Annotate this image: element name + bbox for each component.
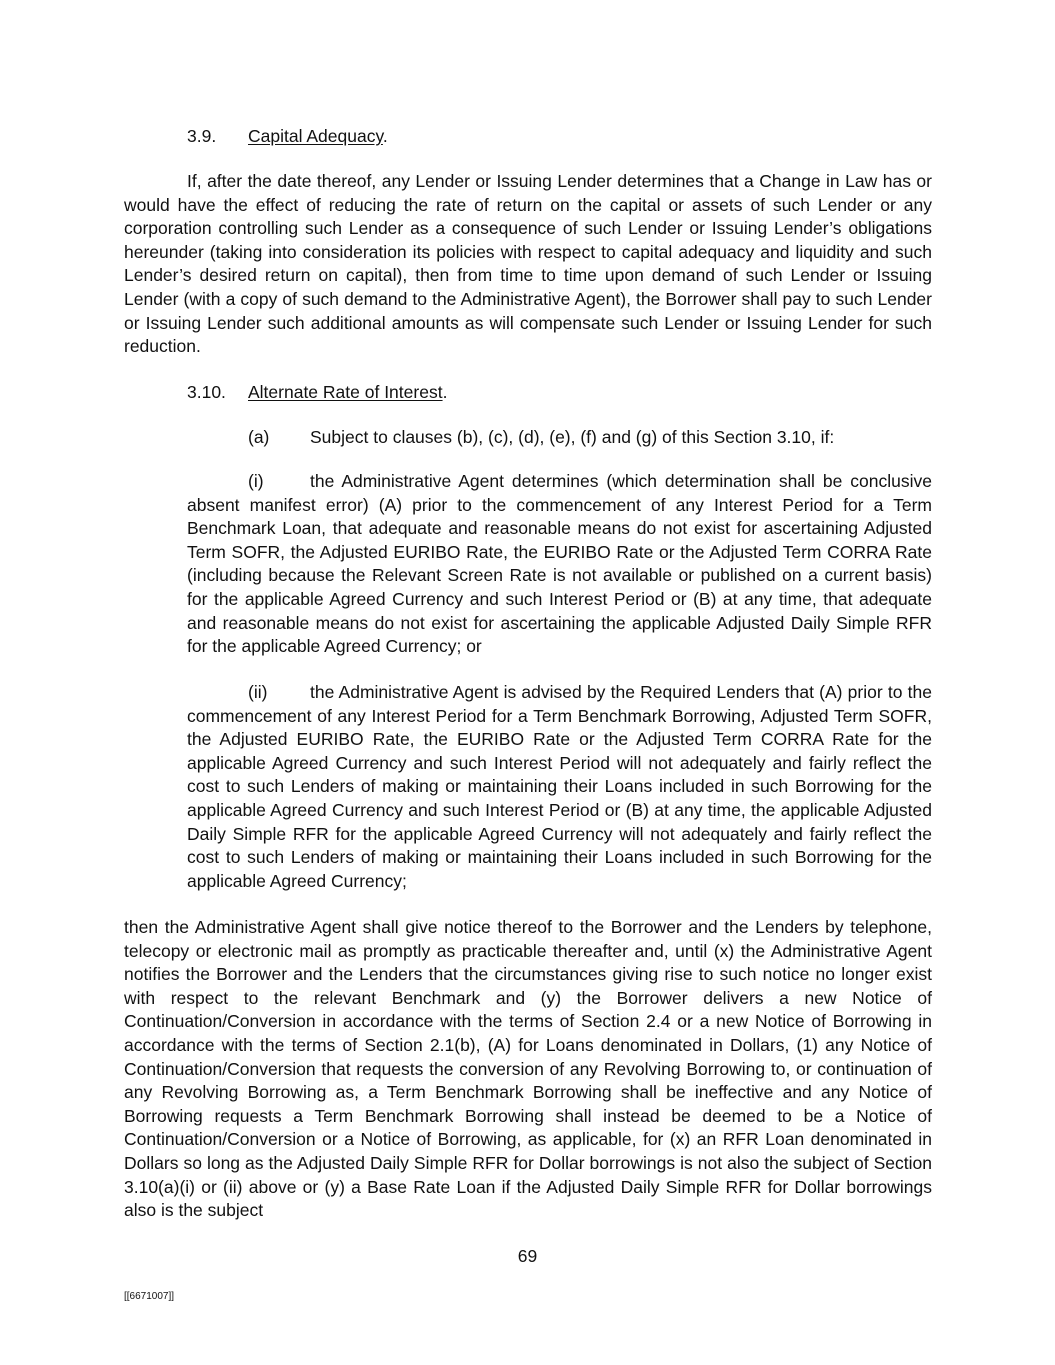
clause-a xyxy=(248,425,834,449)
section-3-10-heading xyxy=(187,380,447,404)
clause-a-label: (a) xyxy=(248,427,270,447)
section-title: Capital Adequacy xyxy=(248,126,383,146)
section-title-period: . xyxy=(442,382,448,402)
clause-ii-text: the Administrative Agent is advised by the Required Lenders that (A) prior to the commencement of any Interest Period for a Term Benchmark Borrowing, Adjusted Term SOFR, the Adjusted EURIBO Rate, the EURIBO Rate or the Adjusted Term CORRA Rate for the applicable Agreed Currency and such Interest Period will not adequately and fairly reflect the cost to such Lenders of making or maintaining their Loans included in such Borrowing for the applicable Agreed Currency and such Interest Period or (B) at any time, the applicable Adjusted Daily Simple RFR for the applicable Agreed Currency will not adequately and fairly reflect the cost to such Lenders of making or maintaining their Loans included in such Borrowing for the applicable Agreed Currency; xyxy=(187,682,932,891)
clause-i-label: (i) xyxy=(248,471,264,491)
section-number: 3.10. xyxy=(187,382,226,402)
clause-ii xyxy=(187,681,932,893)
clause-i xyxy=(187,470,932,659)
section-number: 3.9. xyxy=(187,126,217,146)
clause-i-text: the Administrative Agent determines (which determination shall be conclusive absent manifest error) (A) prior to the commencement of any Interest Period for a Term Benchmark Loan, that adequate and reasonable means do not exist for ascertaining Adjusted Term SOFR, the Adjusted EURIBO Rate, the EURIBO Rate or the Adjusted Term CORRA Rate (including because the Relevant Screen Rate is not available or published on a current basis) for the applicable Agreed Currency and such Interest Period or (B) at any time, that adequate and reasonable means do not exist for ascertaining the applicable Adjusted Daily Simple RFR for the applicable Agreed Currency; or xyxy=(187,471,932,657)
closing-paragraph: then the Administrative Agent shall give notice thereof to the Borrower and the Lenders by telephone, telecopy or electronic mail as promptly as practicable thereafter and, until (x) the Administrative Agent notifies the Borrower and the Lenders that the circumstances giving rise to such notice no longer exist with respect to the relevant Benchmark and (y) the Borrower delivers a new Notice of Continuation/Conversion in accordance with the terms of Section 2.4 or a new Notice of Borrowing in accordance with the terms of Section 2.1(b), (A) for Loans denominated in Dollars, (1) any Notice of Continuation/Conversion that requests the conversion of any Revolving Borrowing to, or continuation of any Revolving Borrowing as, a Term Benchmark Borrowing shall be ineffective and any Notice of Borrowing requests a Term Benchmark Borrowing shall instead be deemed to be a Notice of Continuation/Conversion or a Notice of Borrowing, as applicable, for (x) an RFR Loan denominated in Dollars so long as the Adjusted Daily Simple RFR for Dollar borrowings is not also the subject of Section 3.10(a)(i) or (ii) above or (y) a Base Rate Loan if the Adjusted Daily Simple RFR for Dollar borrowings also is the subject xyxy=(124,917,932,1221)
section-title: Alternate Rate of Interest xyxy=(248,382,443,402)
clause-ii-label: (ii) xyxy=(248,682,268,702)
document-id: [[6671007]] xyxy=(124,1291,175,1302)
section-title-period: . xyxy=(382,126,388,146)
page-number: 69 xyxy=(517,1246,538,1266)
clause-a-text: Subject to clauses (b), (c), (d), (e), (f) and (g) of this Section 3.10, if: xyxy=(310,427,835,447)
section-3-9-paragraph: If, after the date thereof, any Lender or Issuing Lender determines that a Change in Law has or would have the effect of reducing the rate of return on the capital or assets of such Lender or any corporation controlling such Lender as a consequence of such Lender or Issuing Lender’s obligations hereunder (taking into consideration its policies with respect to capital adequacy and liquidity and such Lender’s desired return on capital), then from time to time upon demand of such Lender or Issuing Lender (with a copy of such demand to the Administrative Agent), the Borrower shall pay to such Lender or Issuing Lender such additional amounts as will compensate such Lender or Issuing Lender for such reduction. xyxy=(124,171,932,357)
section-3-9-heading xyxy=(187,124,388,148)
